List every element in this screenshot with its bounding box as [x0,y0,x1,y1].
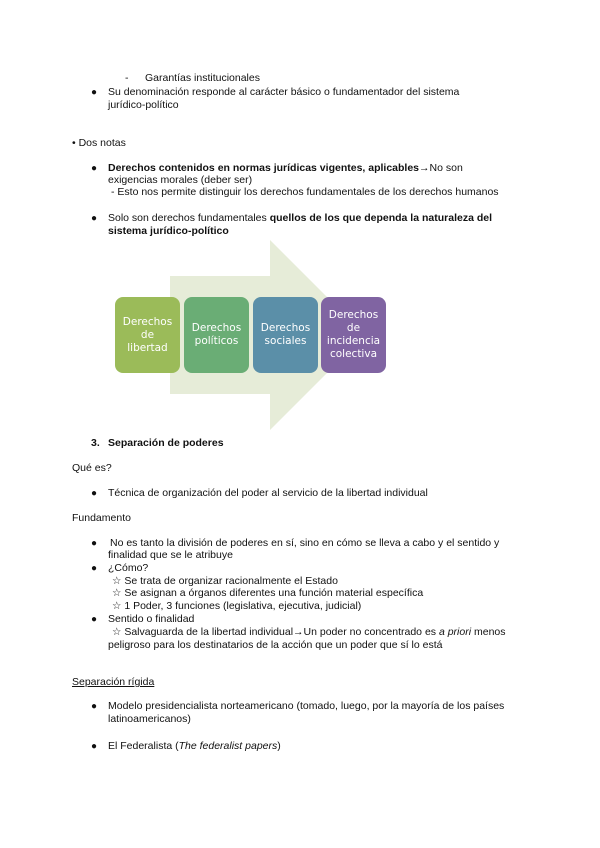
subheading-que-es: Qué es? [72,462,112,474]
note-line: - Esto nos permite distinguir los derechos fundamentales de los derechos humanos [111,186,499,198]
bullet: ● [91,213,98,224]
box-derechos-sociales: Derechos sociales [253,297,318,373]
list-item: Técnica de organización del poder al servicio de la libertad individual [108,487,428,499]
list-item: Modelo presidencialista norteamericano (tomado, luego, por la mayoría de los países [108,700,505,712]
bullet: ● [91,614,98,625]
bullet: ● [91,741,98,752]
box-derechos-politicos: Derechos políticos [184,297,249,373]
bullet: ● [91,87,98,98]
subheading-fundamento: Fundamento [72,512,131,524]
star-item: ☆ Se asignan a órganos diferentes una función material específica [112,587,424,599]
bullet: ● [91,701,98,712]
list-item-continuation: latinoamericanos) [108,713,191,725]
list-item: El Federalista (The federalist papers) [108,740,281,752]
star-item: ☆ 1 Poder, 3 funciones (legislativa, ejecutiva, judicial) [112,600,362,612]
bullet: ● [91,538,98,549]
section-title: Separación de poderes [108,437,224,449]
list-item: No es tanto la división de poderes en sí, sino en cómo se lleva a cabo y el sentido y [110,537,500,549]
list-item-continuation: peligroso para los destinatarios de la acción que un poder que sí lo está [108,639,443,651]
list-item: Su denominación responde al carácter básico o fundamentador del sistema [108,86,460,98]
star-item: ☆ Se trata de organizar racionalmente el Estado [112,575,338,587]
list-item-continuation: finalidad que se le atribuye [108,549,233,561]
section-number: 3. [91,437,100,449]
list-item: Garantías institucionales [145,72,260,84]
dash-marker: - [125,72,129,84]
star-item: ☆ Salvaguarda de la libertad individual→Un poder no concentrado es a priori menos [112,626,506,638]
bullet: ● [91,163,98,174]
box-derechos-libertad: Derechos de libertad [115,297,180,373]
list-item: Derechos contenidos en normas jurídicas vigentes, aplicables→No son [108,162,463,174]
bullet: ● [91,488,98,499]
list-item: ¿Cómo? [108,562,149,574]
bullet: ● [91,563,98,574]
subheading-separacion-rigida: Separación rígida [72,676,155,688]
list-item: Sentido o finalidad [108,613,195,625]
list-item-continuation: exigencias morales (deber ser) [108,174,253,186]
list-item: Solo son derechos fundamentales quellos de los que dependa la naturaleza del [108,212,493,224]
box-derechos-incidencia-colectiva: Derechos de incidencia colectiva [321,297,386,373]
list-item-continuation: sistema jurídico-político [108,225,229,237]
list-item-continuation: jurídico-político [108,99,179,111]
dos-notas-heading: • Dos notas [72,137,126,149]
